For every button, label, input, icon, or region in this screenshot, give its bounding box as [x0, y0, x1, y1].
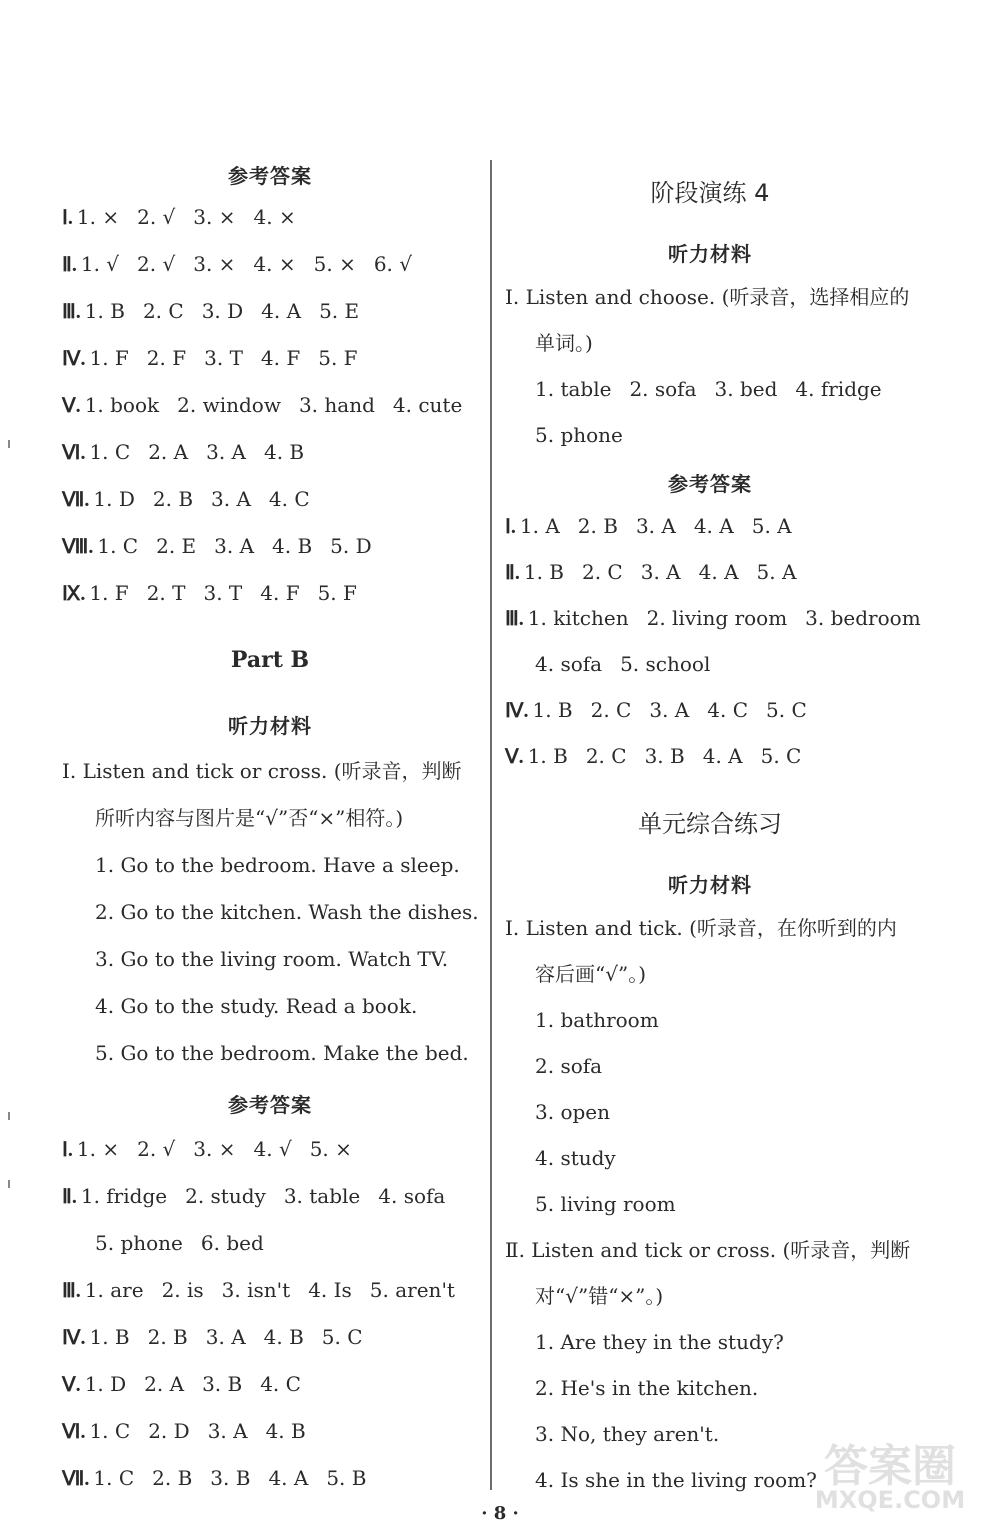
answer-item: 1. D [84, 1372, 127, 1396]
answer-item: 4. A [261, 299, 302, 323]
roman-numeral: Ⅰ. [62, 1139, 73, 1161]
answer-item: 3. A [206, 440, 246, 464]
page-number: · 8 · [481, 1503, 519, 1524]
scan-mark [8, 440, 10, 448]
listening-item: 5. living room [535, 1192, 676, 1216]
answer-item: 5. C [760, 744, 802, 768]
answer-item: 5. A [756, 560, 797, 584]
roman-numeral: Ⅳ. [505, 700, 529, 722]
answer-item: 4. Is [308, 1278, 352, 1302]
answer-item: 3. B [644, 744, 685, 768]
scan-mark [8, 1112, 10, 1120]
roman-numeral: Ⅷ. [62, 536, 94, 558]
watermark-text-top: 答案圈 [824, 1441, 956, 1492]
part-b-title: Part B [230, 647, 310, 673]
answer-row [62, 1371, 319, 1398]
roman-numeral: Ⅳ. [62, 1327, 86, 1349]
listening-item: 1. Go to the bedroom. Have a sleep. [95, 853, 460, 877]
answer-row [62, 204, 314, 231]
answer-item: 3. B [202, 1372, 243, 1396]
answer-row [62, 486, 328, 513]
answer-item: 3. A [214, 534, 255, 558]
choose-instruction-line2: 单词。) [535, 331, 593, 355]
answer-row [505, 743, 819, 770]
answer-item: 1. book [84, 393, 160, 417]
answer-item: 1. are [84, 1278, 144, 1302]
answer-item: 4. C [707, 698, 748, 722]
roman-numeral: Ⅰ. [505, 516, 516, 538]
listening-item: 3. No, they aren't. [535, 1422, 720, 1446]
answer-item: 3. × [193, 1137, 236, 1161]
answer-row [62, 1465, 384, 1492]
answer-item: 2. √ [137, 252, 176, 276]
answer-row [505, 513, 810, 540]
answer-row [62, 580, 375, 607]
answer-row [535, 651, 728, 677]
answer-row [505, 697, 825, 724]
answer-item: 4. C [260, 1372, 301, 1396]
answer-item: 4. A [698, 560, 739, 584]
answers-heading-1: 参考答案 [228, 164, 312, 188]
answer-item: 1. fridge [80, 1184, 168, 1208]
answer-item: 1. × [76, 205, 120, 229]
answer-item: 2. A [148, 440, 189, 464]
listening-heading: 听力材料 [228, 714, 312, 738]
watermark-logo [790, 1430, 990, 1520]
tick-instruction-line1: Ⅰ. Listen and tick. (听录音，在你听到的内 [505, 916, 897, 940]
roman-numeral: Ⅵ. [62, 442, 86, 464]
roman-numeral: Ⅴ. [505, 746, 524, 768]
answer-item: 2. B [147, 1325, 188, 1349]
answer-row [62, 298, 377, 325]
roman-numeral: Ⅶ. [62, 1468, 90, 1490]
answer-item: 5. F [318, 346, 358, 370]
roman-numeral: Ⅱ. [62, 254, 77, 276]
answer-item: 1. kitchen [527, 606, 629, 630]
answer-item: 2. √ [137, 205, 176, 229]
listening-item: 4. Go to the study. Read a book. [95, 994, 418, 1018]
answer-item: 2. C [585, 744, 627, 768]
listening-item: 4. study [535, 1146, 616, 1170]
answer-item: 1. C [89, 440, 131, 464]
answer-item: 3. × [193, 205, 236, 229]
answer-item: 1. B [84, 299, 125, 323]
answer-item: 4. × [253, 205, 296, 229]
answer-item: 4. B [272, 534, 313, 558]
answer-item: 1. C [93, 1466, 135, 1490]
answer-row [62, 1418, 324, 1445]
question-1-instruction-line2: 所听内容与图片是“√”否“×”相符。) [95, 806, 404, 830]
answer-item: 5. × [313, 252, 356, 276]
answer-item: 4. B [263, 1325, 304, 1349]
listening-item: 2. He's in the kitchen. [535, 1376, 759, 1400]
column-divider [490, 160, 492, 1490]
roman-numeral: Ⅳ. [62, 348, 86, 370]
answer-item: 2. F [146, 346, 187, 370]
listening-item: 1. bathroom [535, 1008, 659, 1032]
roman-numeral: Ⅲ. [505, 608, 524, 630]
answer-item: 3. A [640, 560, 681, 584]
answer-item: 2. T [146, 581, 186, 605]
answer-item: 1. B [89, 1325, 130, 1349]
roman-numeral: Ⅲ. [62, 301, 81, 323]
answer-item: 1. A [519, 514, 560, 538]
answer-item: 3. bedroom [805, 606, 921, 630]
roman-numeral: Ⅰ. [62, 207, 73, 229]
answer-item: 4. F [260, 581, 300, 605]
roman-numeral: Ⅴ. [62, 1374, 81, 1396]
answer-item: 2. B [152, 487, 194, 511]
answer-item: 5. C [321, 1325, 363, 1349]
answer-item: 2. C [590, 698, 632, 722]
answer-item: 1. C [89, 1419, 131, 1443]
answer-item: 2. D [148, 1419, 190, 1443]
roman-numeral: Ⅴ. [62, 395, 81, 417]
answer-item: 3. A [649, 698, 690, 722]
answer-item: 1. F [89, 581, 129, 605]
answer-item: 1. C [97, 534, 139, 558]
answer-item: 5. × [309, 1137, 352, 1161]
answer-item: 3. T [204, 346, 243, 370]
roman-numeral: Ⅸ. [62, 583, 86, 605]
answer-item: 3. B [210, 1466, 251, 1490]
answer-item: 3. A [211, 487, 251, 511]
stage-practice-title: 阶段演练 4 [650, 179, 770, 207]
unit-practice-title: 单元综合练习 [638, 810, 782, 838]
answer-item: 2. study [185, 1184, 266, 1208]
answer-item: 4. cute [392, 393, 463, 417]
listening-item: 1. Are they in the study? [535, 1330, 784, 1354]
answer-item: 2. E [156, 534, 197, 558]
answer-item: 1. √ [80, 252, 120, 276]
listening-item: 3. open [535, 1100, 610, 1124]
roman-numeral: Ⅲ. [62, 1280, 81, 1302]
scan-mark [8, 1180, 10, 1188]
question-1-instruction-line1: Ⅰ. Listen and tick or cross. (听录音，判断 [62, 759, 462, 783]
answer-item: 3. isn't [221, 1278, 291, 1302]
answer-row [505, 559, 814, 586]
answer-item: 2. C [581, 560, 623, 584]
answer-item: 3. × [193, 252, 236, 276]
answer-item: 4. A [268, 1466, 309, 1490]
answer-item: 3. hand [298, 393, 375, 417]
answer-row [62, 1136, 370, 1163]
tick-cross-instruction-line2: 对“√”错“×”。) [535, 1284, 664, 1308]
answer-item: 4. A [693, 514, 734, 538]
answer-item: 4. sofa [378, 1184, 446, 1208]
answer-item: 5. A [751, 514, 792, 538]
answer-row [62, 533, 390, 560]
answer-item: 2. is [161, 1278, 204, 1302]
answer-row [62, 1324, 381, 1351]
answer-item: 2. B [152, 1466, 193, 1490]
listening-item: 3. Go to the living room. Watch TV. [95, 947, 449, 971]
answer-item: 4. F [260, 346, 301, 370]
answer-item: 2. C [142, 299, 184, 323]
roman-numeral: Ⅶ. [62, 489, 90, 511]
answer-item: 3. A [635, 514, 676, 538]
listening-item: 5. Go to the bedroom. Make the bed. [95, 1041, 469, 1065]
answer-item: 2. √ [137, 1137, 176, 1161]
answer-item: 5. aren't [369, 1278, 455, 1302]
answer-item: 3. T [203, 581, 243, 605]
answer-item: 1. B [523, 560, 564, 584]
roman-numeral: Ⅱ. [62, 1186, 77, 1208]
answer-item: 4. sofa [535, 652, 603, 676]
listening-heading-right-2: 听力材料 [668, 873, 752, 897]
choose-items-line2: 5. phone [535, 423, 623, 447]
answer-row [62, 251, 430, 278]
answer-item: 3. A [205, 1325, 246, 1349]
answer-row [62, 439, 322, 466]
answer-item: 5. F [317, 581, 357, 605]
answer-item: 5. phone [95, 1231, 183, 1255]
answer-item: 1. F [89, 346, 129, 370]
answer-item: 2. A [144, 1372, 185, 1396]
answer-item: 2. window [177, 393, 281, 417]
answer-row [505, 605, 939, 632]
answer-row [62, 392, 480, 419]
choose-instruction-line1: Ⅰ. Listen and choose. (听录音，选择相应的 [505, 285, 910, 309]
answer-item: 2. living room [646, 606, 788, 630]
answers-heading-2: 参考答案 [228, 1093, 312, 1117]
tick-instruction-line2: 容后画“√”。) [535, 962, 646, 986]
tick-cross-instruction-line1: Ⅱ. Listen and tick or cross. (听录音，判断 [505, 1238, 911, 1262]
listening-item: 2. sofa [535, 1054, 603, 1078]
answer-row [62, 1183, 463, 1210]
answer-item: 4. C [268, 487, 310, 511]
answer-item: 4. √ [253, 1137, 292, 1161]
answer-item: 5. E [319, 299, 360, 323]
answers-heading-right: 参考答案 [668, 472, 752, 496]
answer-item: 2. B [577, 514, 618, 538]
answer-row [62, 1277, 473, 1304]
answer-item: 1. D [93, 487, 135, 511]
answer-item: 5. school [620, 652, 711, 676]
answer-row [62, 345, 376, 372]
answer-item: 1. B [532, 698, 573, 722]
answer-item: 5. B [326, 1466, 367, 1490]
answer-item: 4. B [263, 440, 305, 464]
choose-items-line1: 1. table 2. sofa 3. bed 4. fridge [535, 377, 882, 401]
roman-numeral: Ⅱ. [505, 562, 520, 584]
answer-item: 4. A [702, 744, 743, 768]
answer-item: 3. D [201, 299, 244, 323]
answer-row [95, 1230, 282, 1256]
answer-item: 4. × [253, 252, 296, 276]
listening-heading-right: 听力材料 [668, 242, 752, 266]
answer-item: 1. B [527, 744, 568, 768]
answer-item: 4. B [265, 1419, 306, 1443]
answer-item: 5. D [330, 534, 372, 558]
answer-item: 1. × [76, 1137, 120, 1161]
watermark-text-bottom: MXQE.COM [814, 1486, 966, 1514]
answer-item: 3. A [207, 1419, 248, 1443]
listening-item: 2. Go to the kitchen. Wash the dishes. [95, 900, 479, 924]
answer-item: 6. bed [200, 1231, 264, 1255]
answer-item: 6. √ [373, 252, 413, 276]
answer-item: 5. C [766, 698, 807, 722]
listening-item: 4. Is she in the living room? [535, 1468, 817, 1492]
roman-numeral: Ⅵ. [62, 1421, 86, 1443]
answer-item: 3. table [283, 1184, 361, 1208]
